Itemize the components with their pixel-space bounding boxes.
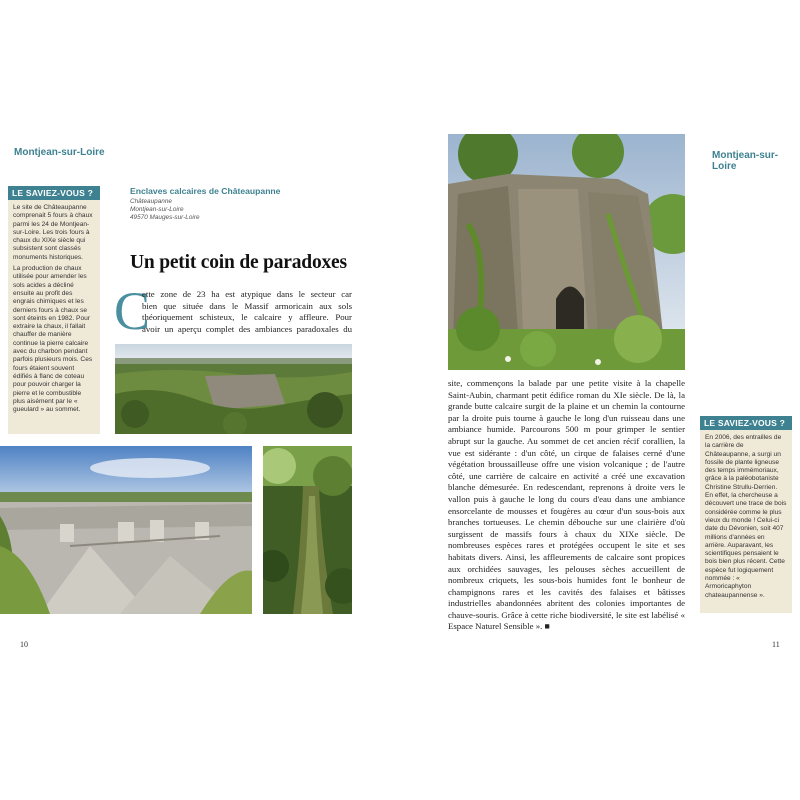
left-running-head: Montjean-sur-Loire	[14, 147, 105, 158]
intro-line-3: théoriquement schisteux, le calcaire y affleure. Pour	[142, 312, 352, 323]
intro-line-1: ette zone de 23 ha est atypique dans le secteur car	[142, 289, 352, 299]
left-sidebar-box	[8, 186, 100, 434]
right-sidebar-text: En 2006, des entrailles de la carrière de Châteaupanne, a surgi un fossile de plante ligneuse des temps immémoriaux, grâce à la paléobotaniste Christine Strullu-Derrien. En effet, la chercheuse a découvert une trace de bois considérée comme le plus vieux du monde ! Celui-ci date du Dévonien, soit 407 millions d'années en arrière. Auparavant, les scientifiques pensaient le bois bien plus récent. Cette espèce fut logiquement nommée : « Armoricaphyton chateaupannense ».	[705, 434, 787, 599]
right-running-head: Montjean-sur-Loire	[712, 150, 779, 172]
article-intro	[142, 289, 352, 335]
intro-line-4: avoir un aperçu complet des ambiances paradoxales du	[142, 323, 352, 334]
right-body-text: site, commençons la balade par une petite visite à la chapelle Saint-Aubin, charmant petit édifice roman du XIe siècle. De là, la grande butte calcaire surgit de la plaine et un chemin la contourne par la droite puis tourne à gauche le long d'un ruisseau dans une ambiance humide. Parcourons 500 m pour grimper le sentier abrupt sur la gauche. Au sommet de cet ancien récif corallien, la vue est sidérante : d'un côté, un cirque de falaises cerné d'une végétation broussailleuse offre une vision volcanique ; de l'autre côté, une carrière de calcaire en activité a créé une excavation blanche démesurée. En redescendant, reprenons à droite vers le vallon puis à gauche le long du cours d'eau dans une ambiance ensorcelante de mousses et fougères au cœur d'un sous-bois aux branches tortueuses. Le chemin débouche sur une clairière d'où surgissent de massifs fours à chaux du XIXe siècle. De nombreuses espèces rares et protégées occupent le site et ses habitats divers. Ainsi, les affleurements de calcaire sont propices aux orchidées sauvages, les pelouses sèches accueillent de nombreux criquets, les sous-bois humides font le bonheur de champignons rares et les cavités des falaises et bâtisses industrielles abandonnées abritent des colonies importantes de chauve-souris. Grâce à cette riche biodiversité, le site est labélisé « Espace Naturel Sensible ». ■	[448, 378, 685, 632]
tree-photo	[263, 446, 352, 614]
dropcap: C	[114, 281, 151, 341]
article-subheading: Enclaves calcaires de Châteaupanne	[130, 186, 281, 196]
lime-kiln-photo	[448, 134, 685, 370]
address-town: Montjean-sur-Loire	[130, 206, 184, 213]
address-postcode: 49570 Mauges-sur-Loire	[130, 214, 200, 221]
right-sidebar-heading: LE SAVIEZ-VOUS ?	[700, 416, 792, 430]
left-sidebar-paragraph-1: Le site de Châteaupanne comprenait 5 fours à chaux parmi les 24 de Montjean-sur-Loire. Les trois fours à chaux du XIXe siècle qui subsistent sont classés monuments historiques.	[13, 204, 93, 261]
left-sidebar-heading: LE SAVIEZ-VOUS ?	[8, 186, 100, 200]
left-sidebar-paragraph-2: La production de chaux utilisée pour amender les sols acides a décliné ensuite au profit des engrais chimiques et les derniers fours à chaux se sont éteints en 1982. Pour extraire la chaux, il fallait chauffer de manière continue la pierre calcaire avec du charbon pendant parfois plusieurs mois. Ces fours étaient souvent édifiés à flanc de coteau pour pouvoir charger la pierre et le combustible plus aisément par le « gueulard » au sommet.	[13, 265, 93, 414]
article-address	[130, 198, 200, 222]
address-place: Châteaupanne	[130, 198, 172, 205]
right-page-number: 11	[772, 640, 780, 649]
page-title: Un petit coin de paradoxes	[130, 252, 347, 273]
intro-line-2: bien que située dans le Massif armoricain aux sols	[142, 300, 352, 311]
quarry-photo	[0, 446, 252, 614]
landscape-photo	[115, 344, 352, 434]
right-sidebar-box	[700, 416, 792, 613]
left-page-number: 10	[20, 640, 28, 649]
